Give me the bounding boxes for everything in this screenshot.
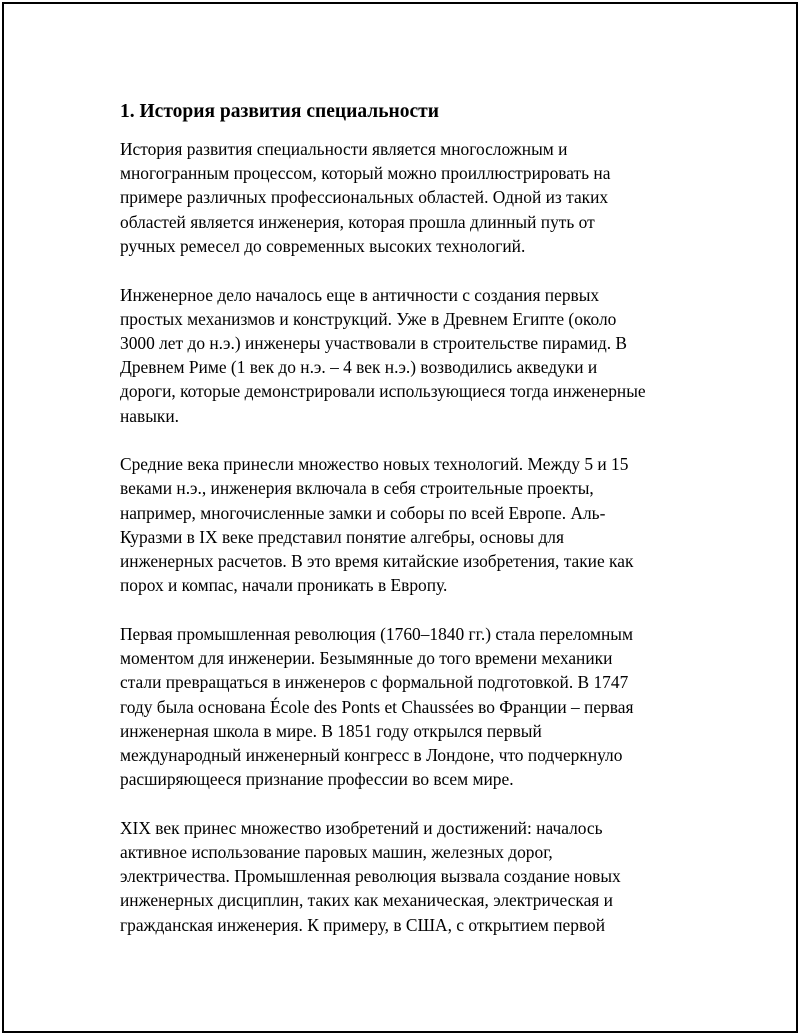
document-body bbox=[120, 100, 700, 961]
paragraph-1: История развития специальности является многосложным и многогранным процессом, который можно проиллюстрировать на примере различных профессиональных областей. Одной из таких областей является инженерия, которая прошла длинный путь от ручных ремесел до современных высоких технологий. bbox=[120, 139, 611, 256]
paragraph-3: Средние века принесли множество новых технологий. Между 5 и 15 веками н.э., инженерия включала в себя строительные проекты, например, многочисленные замки и соборы по всей Европе. Аль- Куразми в IX веке представил понятие алгебры, основы для инженерных расчетов. В это время китайские изобретения, такие как порох и компас, начали проникать в Европу. bbox=[120, 454, 634, 596]
paragraph-5: XIX век принес множество изобретений и достижений: началось активное использование паровых машин, железных дорог, электричества. Промышленная революция вызвала создание новых инженерных дисциплин, таких как механическая, электрическая и гражданская инженерия. К примеру, в США, с открытием первой bbox=[120, 817, 621, 935]
page-frame bbox=[2, 2, 798, 1033]
section-heading: 1. История развития специальности bbox=[120, 101, 439, 122]
paragraph-2: Инженерное дело началось еще в античности с создания первых простых механизмов и конструкций. Уже в Древнем Египте (около 3000 лет до н.э.) инженеры участвовали в строительстве пирамид. В Древнем Риме (1 век до н.э. – 4 век н.э.) возводились акведуки и дороги, которые демонстрировали использующиеся тогда инженерные навыки. bbox=[120, 284, 646, 426]
paragraph-4: Первая промышленная революция (1760–1840 гг.) стала переломным моментом для инженерии. Безымянные до того времени механики стали превращаться в инженеров с формальной подготовкой. В 1747 году была основана École des Ponts et Chaussées во Франции – первая инженерная школа в мире. В 1851 году открылся первый международный инженерный конгресс в Лондоне, что подчеркнуло расширяющееся признание профессии во всем мире. bbox=[120, 623, 634, 790]
